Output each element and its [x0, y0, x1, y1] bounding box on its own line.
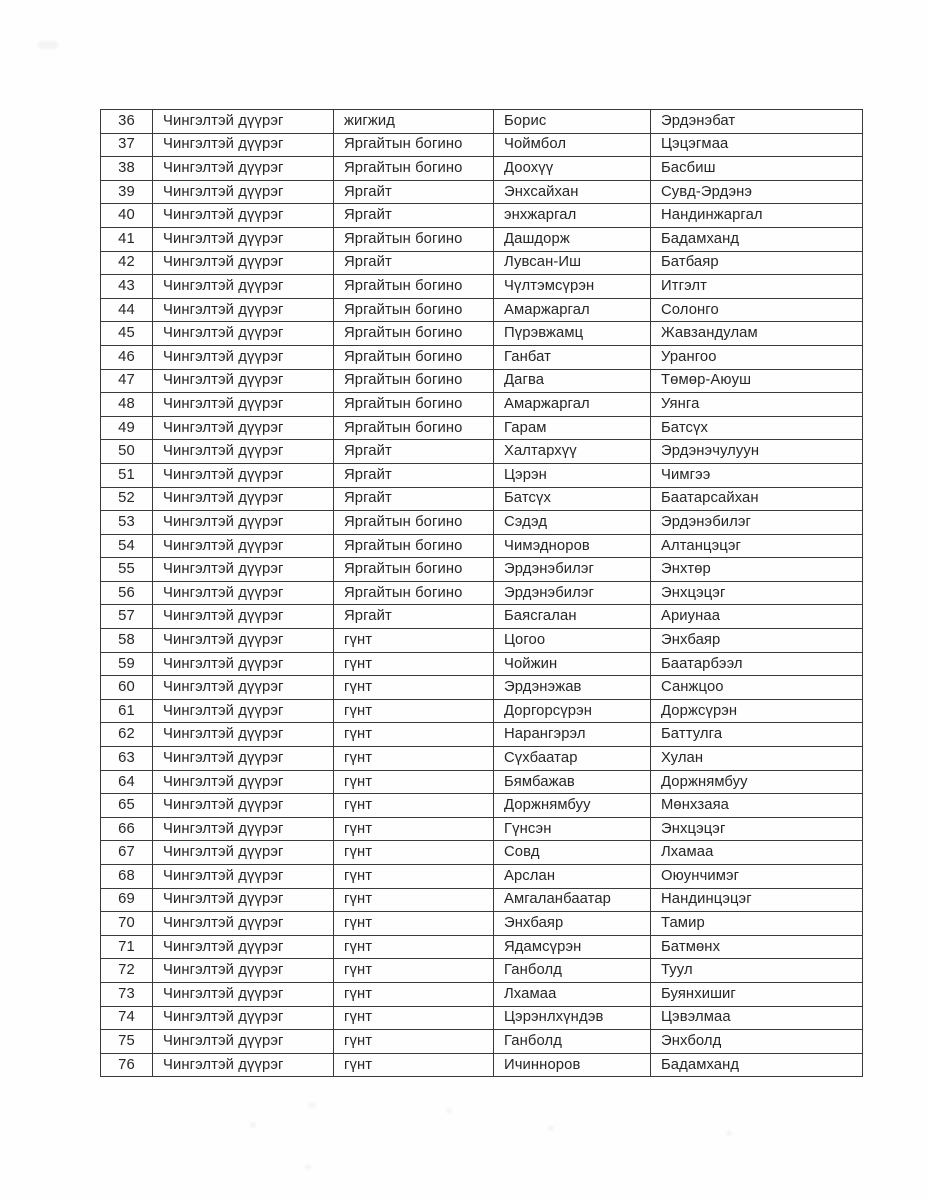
row-number-cell: 38	[101, 157, 153, 181]
district-cell: Чингэлтэй дүүрэг	[153, 699, 334, 723]
first-name-cell: Цэрэнлхүндэв	[494, 1006, 651, 1030]
first-name-cell: Чимэдноров	[494, 534, 651, 558]
first-name-cell: Гарам	[494, 416, 651, 440]
first-name-cell: Борис	[494, 110, 651, 134]
last-name-cell: Цэвэлмаа	[651, 1006, 863, 1030]
district-cell: Чингэлтэй дүүрэг	[153, 888, 334, 912]
first-name-cell: Баясгалан	[494, 605, 651, 629]
last-name-cell: Жавзандулам	[651, 322, 863, 346]
last-name-cell: Энхтөр	[651, 558, 863, 582]
first-name-cell: Халтархүү	[494, 440, 651, 464]
first-name-cell: Цогоо	[494, 629, 651, 653]
last-name-cell: Эрдэнэбат	[651, 110, 863, 134]
last-name-cell: Төмөр-Аюуш	[651, 369, 863, 393]
district-cell: Чингэлтэй дүүрэг	[153, 534, 334, 558]
district-cell: Чингэлтэй дүүрэг	[153, 393, 334, 417]
last-name-cell: Энхцэцэг	[651, 581, 863, 605]
last-name-cell: Тамир	[651, 912, 863, 936]
first-name-cell: Чойжин	[494, 652, 651, 676]
table-row	[101, 982, 863, 1006]
first-name-cell: Батсүх	[494, 487, 651, 511]
first-name-cell: Арслан	[494, 865, 651, 889]
last-name-cell: Сувд-Эрдэнэ	[651, 180, 863, 204]
first-name-cell: Эрдэнэбилэг	[494, 581, 651, 605]
row-number-cell: 50	[101, 440, 153, 464]
table-row	[101, 747, 863, 771]
row-number-cell: 76	[101, 1053, 153, 1077]
last-name-cell: Чимгээ	[651, 463, 863, 487]
group-cell: гүнт	[334, 794, 494, 818]
district-cell: Чингэлтэй дүүрэг	[153, 1006, 334, 1030]
table-row	[101, 1030, 863, 1054]
last-name-cell: Эрдэнэбилэг	[651, 511, 863, 535]
district-cell: Чингэлтэй дүүрэг	[153, 463, 334, 487]
first-name-cell: Доохүү	[494, 157, 651, 181]
first-name-cell: Лхамаа	[494, 982, 651, 1006]
row-number-cell: 67	[101, 841, 153, 865]
row-number-cell: 54	[101, 534, 153, 558]
table-row	[101, 345, 863, 369]
group-cell: Яргайт	[334, 440, 494, 464]
last-name-cell: Хулан	[651, 747, 863, 771]
district-cell: Чингэлтэй дүүрэг	[153, 251, 334, 275]
district-cell: Чингэлтэй дүүрэг	[153, 912, 334, 936]
group-cell: гүнт	[334, 912, 494, 936]
district-cell: Чингэлтэй дүүрэг	[153, 841, 334, 865]
roster-table	[100, 109, 863, 1077]
first-name-cell: Сэдэд	[494, 511, 651, 535]
first-name-cell: Цэрэн	[494, 463, 651, 487]
scan-smudge	[308, 1103, 316, 1108]
group-cell: гүнт	[334, 841, 494, 865]
last-name-cell: Итгэлт	[651, 275, 863, 299]
last-name-cell: Цэцэгмаа	[651, 133, 863, 157]
district-cell: Чингэлтэй дүүрэг	[153, 935, 334, 959]
row-number-cell: 37	[101, 133, 153, 157]
row-number-cell: 51	[101, 463, 153, 487]
group-cell: Яргайтын богино	[334, 275, 494, 299]
first-name-cell: Эрдэнэбилэг	[494, 558, 651, 582]
row-number-cell: 53	[101, 511, 153, 535]
first-name-cell: Сүхбаатар	[494, 747, 651, 771]
row-number-cell: 48	[101, 393, 153, 417]
first-name-cell: Бямбажав	[494, 770, 651, 794]
group-cell: гүнт	[334, 747, 494, 771]
first-name-cell: Лувсан-Иш	[494, 251, 651, 275]
last-name-cell: Басбиш	[651, 157, 863, 181]
last-name-cell: Энхбаяр	[651, 629, 863, 653]
table-row	[101, 699, 863, 723]
last-name-cell: Нандинцэцэг	[651, 888, 863, 912]
table-row	[101, 605, 863, 629]
table-row	[101, 676, 863, 700]
row-number-cell: 62	[101, 723, 153, 747]
table-row	[101, 275, 863, 299]
row-number-cell: 40	[101, 204, 153, 228]
scan-smudge	[250, 1122, 256, 1128]
first-name-cell: Пүрэвжамц	[494, 322, 651, 346]
row-number-cell: 42	[101, 251, 153, 275]
last-name-cell: Солонго	[651, 298, 863, 322]
district-cell: Чингэлтэй дүүрэг	[153, 747, 334, 771]
row-number-cell: 70	[101, 912, 153, 936]
table-row	[101, 558, 863, 582]
scan-smudge	[38, 41, 58, 49]
group-cell: гүнт	[334, 935, 494, 959]
table-row	[101, 935, 863, 959]
district-cell: Чингэлтэй дүүрэг	[153, 794, 334, 818]
district-cell: Чингэлтэй дүүрэг	[153, 345, 334, 369]
row-number-cell: 47	[101, 369, 153, 393]
group-cell: гүнт	[334, 652, 494, 676]
scan-smudge	[446, 1108, 452, 1113]
group-cell: гүнт	[334, 888, 494, 912]
last-name-cell: Энхцэцэг	[651, 817, 863, 841]
group-cell: гүнт	[334, 770, 494, 794]
last-name-cell: Урангоо	[651, 345, 863, 369]
first-name-cell: Гүнсэн	[494, 817, 651, 841]
last-name-cell: Баатарбээл	[651, 652, 863, 676]
table-row	[101, 463, 863, 487]
district-cell: Чингэлтэй дүүрэг	[153, 133, 334, 157]
last-name-cell: Санжцоо	[651, 676, 863, 700]
first-name-cell: Чоймбол	[494, 133, 651, 157]
district-cell: Чингэлтэй дүүрэг	[153, 982, 334, 1006]
district-cell: Чингэлтэй дүүрэг	[153, 110, 334, 134]
group-cell: гүнт	[334, 817, 494, 841]
first-name-cell: Энхбаяр	[494, 912, 651, 936]
last-name-cell: Лхамаа	[651, 841, 863, 865]
scan-smudge	[305, 1164, 311, 1170]
district-cell: Чингэлтэй дүүрэг	[153, 416, 334, 440]
last-name-cell: Баатарсайхан	[651, 487, 863, 511]
table-row	[101, 912, 863, 936]
district-cell: Чингэлтэй дүүрэг	[153, 275, 334, 299]
first-name-cell: Ичинноров	[494, 1053, 651, 1077]
group-cell: гүнт	[334, 723, 494, 747]
group-cell: Яргайтын богино	[334, 369, 494, 393]
row-number-cell: 65	[101, 794, 153, 818]
row-number-cell: 61	[101, 699, 153, 723]
first-name-cell: энхжаргал	[494, 204, 651, 228]
first-name-cell: Совд	[494, 841, 651, 865]
group-cell: Яргайтын богино	[334, 322, 494, 346]
roster-table-wrap	[100, 109, 863, 1077]
row-number-cell: 68	[101, 865, 153, 889]
district-cell: Чингэлтэй дүүрэг	[153, 770, 334, 794]
district-cell: Чингэлтэй дүүрэг	[153, 511, 334, 535]
last-name-cell: Эрдэнэчулуун	[651, 440, 863, 464]
group-cell: Яргайт	[334, 463, 494, 487]
district-cell: Чингэлтэй дүүрэг	[153, 322, 334, 346]
district-cell: Чингэлтэй дүүрэг	[153, 204, 334, 228]
row-number-cell: 43	[101, 275, 153, 299]
table-row	[101, 959, 863, 983]
district-cell: Чингэлтэй дүүрэг	[153, 298, 334, 322]
last-name-cell: Ариунаа	[651, 605, 863, 629]
district-cell: Чингэлтэй дүүрэг	[153, 581, 334, 605]
table-row	[101, 652, 863, 676]
first-name-cell: Чүлтэмсүрэн	[494, 275, 651, 299]
last-name-cell: Баттулга	[651, 723, 863, 747]
group-cell: гүнт	[334, 1006, 494, 1030]
table-row	[101, 723, 863, 747]
row-number-cell: 56	[101, 581, 153, 605]
group-cell: Яргайт	[334, 487, 494, 511]
last-name-cell: Нандинжаргал	[651, 204, 863, 228]
table-row	[101, 322, 863, 346]
row-number-cell: 55	[101, 558, 153, 582]
last-name-cell: Туул	[651, 959, 863, 983]
group-cell: Яргайтын богино	[334, 558, 494, 582]
last-name-cell: Алтанцэцэг	[651, 534, 863, 558]
district-cell: Чингэлтэй дүүрэг	[153, 369, 334, 393]
row-number-cell: 46	[101, 345, 153, 369]
last-name-cell: Доржсүрэн	[651, 699, 863, 723]
row-number-cell: 64	[101, 770, 153, 794]
table-row	[101, 511, 863, 535]
first-name-cell: Ганбат	[494, 345, 651, 369]
first-name-cell: Энхсайхан	[494, 180, 651, 204]
row-number-cell: 72	[101, 959, 153, 983]
table-row	[101, 1006, 863, 1030]
table-row	[101, 251, 863, 275]
table-row	[101, 180, 863, 204]
group-cell: гүнт	[334, 1030, 494, 1054]
table-row	[101, 204, 863, 228]
last-name-cell: Энхболд	[651, 1030, 863, 1054]
table-row	[101, 817, 863, 841]
group-cell: гүнт	[334, 699, 494, 723]
table-row	[101, 841, 863, 865]
district-cell: Чингэлтэй дүүрэг	[153, 1030, 334, 1054]
group-cell: Яргайтын богино	[334, 416, 494, 440]
table-row	[101, 629, 863, 653]
group-cell: гүнт	[334, 676, 494, 700]
last-name-cell: Бадамханд	[651, 227, 863, 251]
group-cell: гүнт	[334, 865, 494, 889]
group-cell: Яргайтын богино	[334, 511, 494, 535]
table-row	[101, 298, 863, 322]
last-name-cell: Буянхишиг	[651, 982, 863, 1006]
last-name-cell: Батсүх	[651, 416, 863, 440]
group-cell: Яргайтын богино	[334, 157, 494, 181]
group-cell: гүнт	[334, 959, 494, 983]
district-cell: Чингэлтэй дүүрэг	[153, 605, 334, 629]
first-name-cell: Доржнямбуу	[494, 794, 651, 818]
last-name-cell: Батмөнх	[651, 935, 863, 959]
table-row	[101, 227, 863, 251]
group-cell: гүнт	[334, 982, 494, 1006]
first-name-cell: Доргорсүрэн	[494, 699, 651, 723]
scan-smudge	[548, 1126, 554, 1131]
group-cell: гүнт	[334, 1053, 494, 1077]
last-name-cell: Доржнямбуу	[651, 770, 863, 794]
row-number-cell: 45	[101, 322, 153, 346]
row-number-cell: 60	[101, 676, 153, 700]
table-row	[101, 865, 863, 889]
row-number-cell: 52	[101, 487, 153, 511]
district-cell: Чингэлтэй дүүрэг	[153, 157, 334, 181]
table-row	[101, 393, 863, 417]
row-number-cell: 36	[101, 110, 153, 134]
group-cell: Яргайтын богино	[334, 133, 494, 157]
first-name-cell: Ядамсүрэн	[494, 935, 651, 959]
row-number-cell: 73	[101, 982, 153, 1006]
district-cell: Чингэлтэй дүүрэг	[153, 180, 334, 204]
group-cell: Яргайт	[334, 204, 494, 228]
table-row	[101, 487, 863, 511]
first-name-cell: Амгаланбаатар	[494, 888, 651, 912]
table-row	[101, 1053, 863, 1077]
group-cell: Яргайт	[334, 180, 494, 204]
first-name-cell: Нарангэрэл	[494, 723, 651, 747]
table-row	[101, 157, 863, 181]
row-number-cell: 57	[101, 605, 153, 629]
first-name-cell: Дашдорж	[494, 227, 651, 251]
last-name-cell: Уянга	[651, 393, 863, 417]
scan-smudge	[726, 1131, 732, 1136]
row-number-cell: 44	[101, 298, 153, 322]
district-cell: Чингэлтэй дүүрэг	[153, 440, 334, 464]
group-cell: Яргайтын богино	[334, 298, 494, 322]
district-cell: Чингэлтэй дүүрэг	[153, 487, 334, 511]
row-number-cell: 75	[101, 1030, 153, 1054]
district-cell: Чингэлтэй дүүрэг	[153, 652, 334, 676]
district-cell: Чингэлтэй дүүрэг	[153, 227, 334, 251]
table-row	[101, 581, 863, 605]
table-row	[101, 133, 863, 157]
group-cell: Яргайтын богино	[334, 534, 494, 558]
first-name-cell: Амаржаргал	[494, 298, 651, 322]
row-number-cell: 39	[101, 180, 153, 204]
row-number-cell: 74	[101, 1006, 153, 1030]
row-number-cell: 69	[101, 888, 153, 912]
first-name-cell: Дагва	[494, 369, 651, 393]
table-row	[101, 770, 863, 794]
group-cell: Яргайтын богино	[334, 227, 494, 251]
district-cell: Чингэлтэй дүүрэг	[153, 865, 334, 889]
first-name-cell: Амаржаргал	[494, 393, 651, 417]
row-number-cell: 49	[101, 416, 153, 440]
group-cell: жигжид	[334, 110, 494, 134]
group-cell: Яргайтын богино	[334, 581, 494, 605]
last-name-cell: Мөнхзаяа	[651, 794, 863, 818]
district-cell: Чингэлтэй дүүрэг	[153, 817, 334, 841]
district-cell: Чингэлтэй дүүрэг	[153, 723, 334, 747]
district-cell: Чингэлтэй дүүрэг	[153, 1053, 334, 1077]
row-number-cell: 71	[101, 935, 153, 959]
table-row	[101, 369, 863, 393]
district-cell: Чингэлтэй дүүрэг	[153, 558, 334, 582]
table-row	[101, 534, 863, 558]
row-number-cell: 58	[101, 629, 153, 653]
last-name-cell: Оюунчимэг	[651, 865, 863, 889]
table-row	[101, 440, 863, 464]
table-row	[101, 416, 863, 440]
group-cell: гүнт	[334, 629, 494, 653]
district-cell: Чингэлтэй дүүрэг	[153, 959, 334, 983]
group-cell: Яргайтын богино	[334, 393, 494, 417]
district-cell: Чингэлтэй дүүрэг	[153, 629, 334, 653]
table-row	[101, 110, 863, 134]
group-cell: Яргайтын богино	[334, 345, 494, 369]
row-number-cell: 63	[101, 747, 153, 771]
row-number-cell: 41	[101, 227, 153, 251]
row-number-cell: 66	[101, 817, 153, 841]
last-name-cell: Батбаяр	[651, 251, 863, 275]
first-name-cell: Ганболд	[494, 1030, 651, 1054]
first-name-cell: Ганболд	[494, 959, 651, 983]
table-row	[101, 794, 863, 818]
table-row	[101, 888, 863, 912]
district-cell: Чингэлтэй дүүрэг	[153, 676, 334, 700]
group-cell: Яргайт	[334, 251, 494, 275]
last-name-cell: Бадамханд	[651, 1053, 863, 1077]
first-name-cell: Эрдэнэжав	[494, 676, 651, 700]
group-cell: Яргайт	[334, 605, 494, 629]
row-number-cell: 59	[101, 652, 153, 676]
